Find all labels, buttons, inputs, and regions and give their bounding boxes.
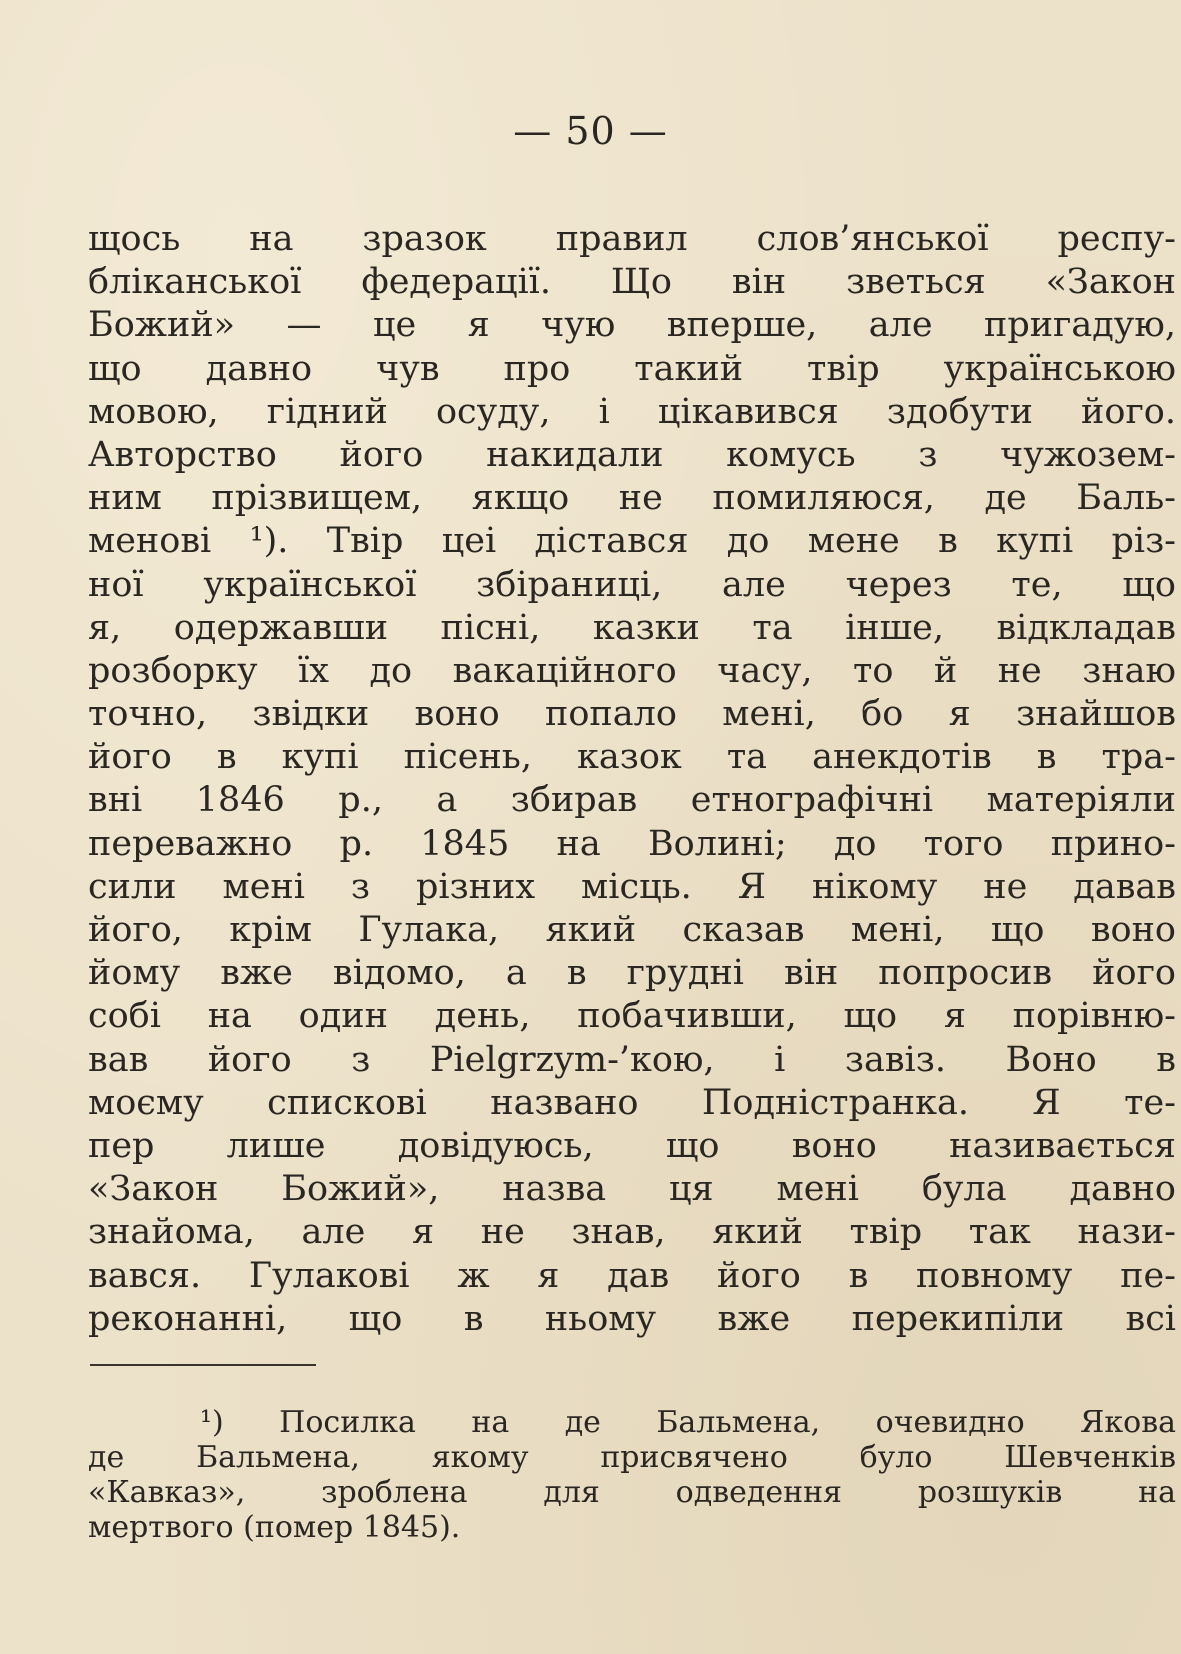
text-line: сили мені з різних місць. Я нікому не давав [88,866,1176,907]
text-line: я, одержавши пісні, казки та інше, відкладав [88,607,1176,648]
text-line: вався. Гулакові ж я дав його в повному пе- [88,1255,1176,1296]
footnote-line: мертвого (помер 1845). [88,1510,461,1545]
text-line: менові ¹). Твір цеі дістався до мене в купі різ- [88,521,1176,562]
text-line: розборку їх до вакаційного часу, то й не знаю [88,650,1176,691]
text-line: ної української збіраниці, але через те, що [88,564,1176,605]
text-line: «Закон Божий», назва ця мені була давно [88,1169,1176,1210]
text-line: знайома, але я не знав, який твір так нази- [88,1212,1176,1253]
text-line: точно, звідки воно попало мені, бо я знайшов [88,694,1176,735]
text-line: переважно р. 1845 на Волині; до того прино- [88,823,1176,864]
text-line: бліканської федерації. Що він зветься «Закон [88,262,1176,303]
text-line: пер лише довідуюсь, що воно називається [88,1125,1176,1166]
text-line: йому вже відомо, а в грудні він попросив його [88,953,1176,994]
footnote-divider [90,1364,316,1366]
text-line: що давно чув про такий твір українською [88,348,1176,389]
body-text [88,218,1176,1341]
text-line: його в купі пісень, казок та анекдотів в тра- [88,737,1176,778]
text-line: вні 1846 р., а збирав етнографічні матеріяли [88,780,1176,821]
text-line: моєму спискові названо Подністранка. Я те- [88,1082,1176,1123]
text-line: реконанні, що в ньому вже перекипіли всі [88,1298,1176,1339]
text-line: щось на зразок правил слов’янської респу- [88,219,1176,259]
footnote-line: де Бальмена, якому присвячено було Шевченків [88,1440,1176,1475]
text-line: ним прізвищем, якщо не помиляюся, де Баль- [88,478,1176,519]
text-line: Божий» — це я чую вперше, але пригадую, [88,305,1176,346]
text-line: мовою, гідний осуду, і цікавився здобути його. [88,391,1176,432]
text-line: його, крім Гулака, який сказав мені, що воно [88,910,1176,950]
page-number: — 50 — [513,109,668,153]
footnote-line: ¹) Посилка на де Бальмена, очевидно Якова [200,1405,1176,1440]
text-line: собі на один день, побачивши, що я порівню- [88,996,1176,1037]
footnote-line: «Кавказ», зроблена для одведення розшуків на [88,1475,1176,1510]
footnotes [88,1405,1176,1545]
text-line: вав його з Pielgrzym-’кою, і завіз. Воно в [88,1039,1176,1080]
text-line: Авторство його накидали комусь з чужозем- [88,434,1176,475]
